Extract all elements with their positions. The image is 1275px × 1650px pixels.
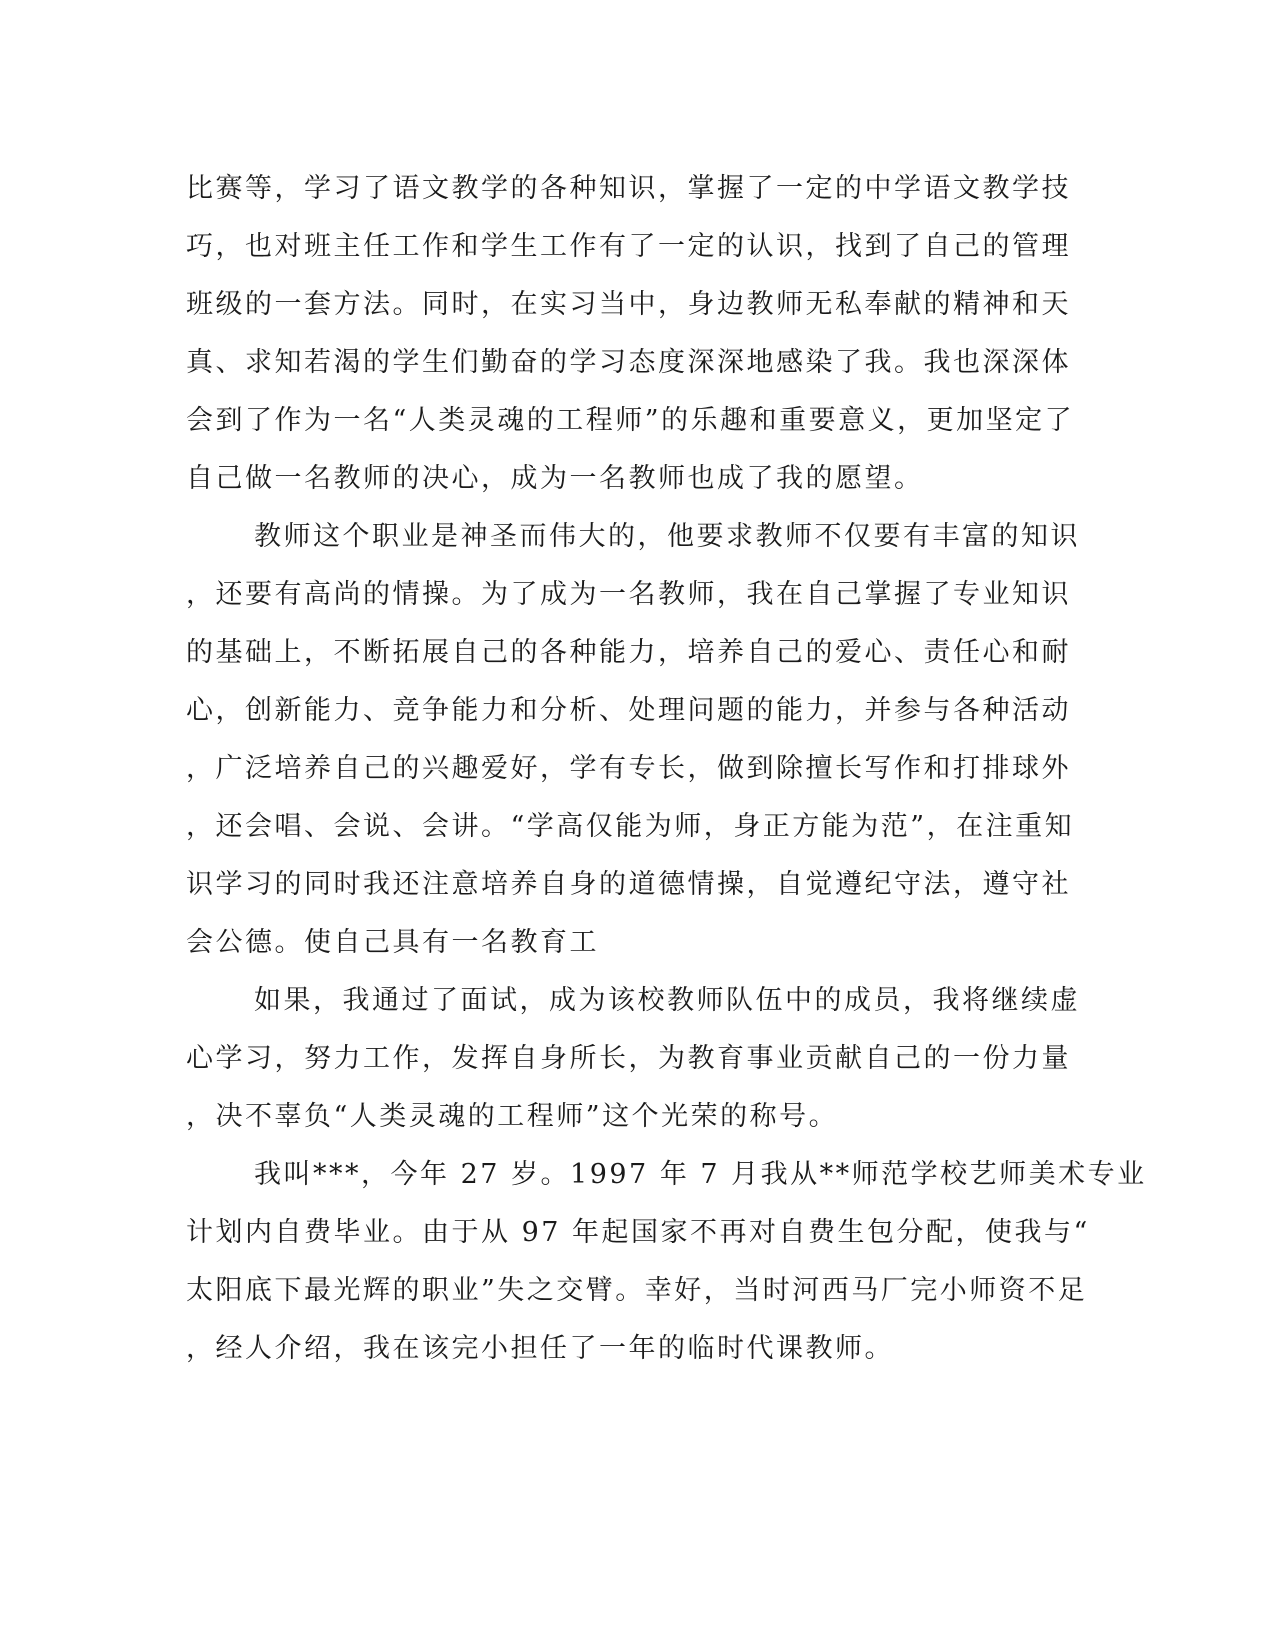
- paragraph: [186, 972, 1086, 1146]
- body-text: [186, 160, 1147, 1378]
- text-line: 我叫***，今年 27 岁。1997 年 7 月我从**师范学校艺师美术专业: [254, 1159, 1147, 1190]
- text-line: 班级的一套方法。同时，在实习当中，身边教师无私奉献的精神和天: [186, 289, 1071, 320]
- text-line: ，决不辜负“人类灵魂的工程师”这个光荣的称号。: [186, 1101, 839, 1132]
- text-line: 真、求知若渴的学生们勤奋的学习态度深深地感染了我。我也深深体: [186, 347, 1071, 378]
- text-line: 计划内自费毕业。由于从 97 年起国家不再对自费生包分配，使我与“: [186, 1217, 1090, 1248]
- text-line: 自己做一名教师的决心，成为一名教师也成了我的愿望。: [186, 463, 924, 494]
- text-line: 如果，我通过了面试，成为该校教师队伍中的成员，我将继续虚: [254, 985, 1080, 1016]
- text-line: ，还会唱、会说、会讲。“学高仅能为师，身正方能为范”，在注重知: [186, 811, 1075, 842]
- text-line: 教师这个职业是神圣而伟大的，他要求教师不仅要有丰富的知识: [254, 521, 1080, 552]
- text-line: 的基础上，不断拓展自己的各种能力，培养自己的爱心、责任心和耐: [186, 637, 1071, 668]
- text-line: 比赛等，学习了语文教学的各种知识，掌握了一定的中学语文教学技: [186, 173, 1071, 204]
- text-line: 会公德。使自己具有一名教育工: [186, 927, 599, 958]
- paragraph: [186, 160, 1086, 508]
- paragraph: [186, 508, 1086, 972]
- text-line: 巧，也对班主任工作和学生工作有了一定的认识，找到了自己的管理: [186, 231, 1071, 262]
- text-line: 识学习的同时我还注意培养自身的道德情操，自觉遵纪守法，遵守社: [186, 869, 1071, 900]
- text-line: 会到了作为一名“人类灵魂的工程师”的乐趣和重要意义，更加坚定了: [186, 405, 1075, 436]
- paragraph: [186, 1146, 1147, 1378]
- text-line: 太阳底下最光辉的职业”失之交臂。幸好，当时河西马厂完小师资不足: [186, 1275, 1088, 1306]
- text-line: ，经人介绍，我在该完小担任了一年的临时代课教师。: [186, 1333, 894, 1364]
- text-line: ，还要有高尚的情操。为了成为一名教师，我在自己掌握了专业知识: [186, 579, 1071, 610]
- text-line: 心，创新能力、竞争能力和分析、处理问题的能力，并参与各种活动: [186, 695, 1071, 726]
- text-line: 心学习，努力工作，发挥自身所长，为教育事业贡献自己的一份力量: [186, 1043, 1071, 1074]
- text-line: ，广泛培养自己的兴趣爱好，学有专长，做到除擅长写作和打排球外: [186, 753, 1071, 784]
